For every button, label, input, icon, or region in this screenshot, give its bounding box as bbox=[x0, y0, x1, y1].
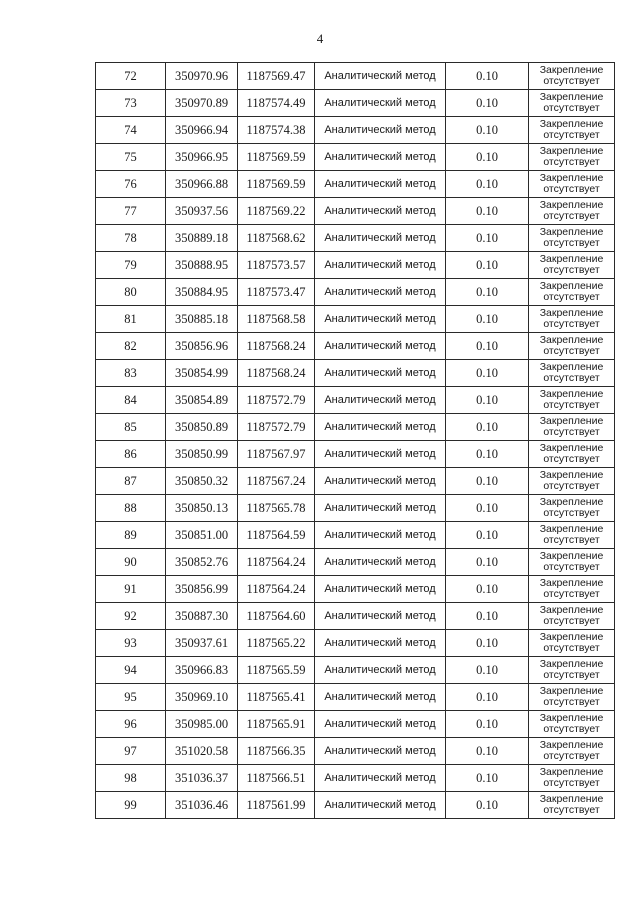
point-number-cell: 97 bbox=[96, 738, 166, 765]
point-number-cell: 83 bbox=[96, 360, 166, 387]
table-row bbox=[96, 252, 615, 279]
x-coordinate-cell: 350966.94 bbox=[166, 117, 238, 144]
table-row bbox=[96, 360, 615, 387]
table-row bbox=[96, 657, 615, 684]
x-coordinate-cell: 350889.18 bbox=[166, 225, 238, 252]
table-row bbox=[96, 684, 615, 711]
marker-description-cell: Закрепление отсутствует bbox=[529, 495, 615, 522]
marker-description-cell: Закрепление отсутствует bbox=[529, 603, 615, 630]
marker-description-cell: Закрепление отсутствует bbox=[529, 738, 615, 765]
table-row bbox=[96, 711, 615, 738]
accuracy-cell: 0.10 bbox=[446, 549, 529, 576]
x-coordinate-cell: 350854.99 bbox=[166, 360, 238, 387]
table-row bbox=[96, 414, 615, 441]
x-coordinate-cell: 350852.76 bbox=[166, 549, 238, 576]
table-row bbox=[96, 198, 615, 225]
method-cell: Аналитический метод bbox=[315, 414, 446, 441]
point-number-cell: 76 bbox=[96, 171, 166, 198]
method-cell: Аналитический метод bbox=[315, 603, 446, 630]
point-number-cell: 94 bbox=[96, 657, 166, 684]
y-coordinate-cell: 1187566.51 bbox=[238, 765, 315, 792]
table-row bbox=[96, 225, 615, 252]
method-cell: Аналитический метод bbox=[315, 522, 446, 549]
y-coordinate-cell: 1187569.22 bbox=[238, 198, 315, 225]
y-coordinate-cell: 1187565.78 bbox=[238, 495, 315, 522]
x-coordinate-cell: 351020.58 bbox=[166, 738, 238, 765]
coordinates-table bbox=[95, 62, 615, 819]
table-row bbox=[96, 63, 615, 90]
point-number-cell: 91 bbox=[96, 576, 166, 603]
page-number: 4 bbox=[316, 31, 324, 46]
table-row bbox=[96, 630, 615, 657]
method-cell: Аналитический метод bbox=[315, 198, 446, 225]
coordinates-table-body bbox=[96, 63, 615, 819]
accuracy-cell: 0.10 bbox=[446, 414, 529, 441]
table-row bbox=[96, 792, 615, 819]
point-number-cell: 77 bbox=[96, 198, 166, 225]
marker-description-cell: Закрепление отсутствует bbox=[529, 171, 615, 198]
accuracy-cell: 0.10 bbox=[446, 225, 529, 252]
marker-description-cell: Закрепление отсутствует bbox=[529, 117, 615, 144]
table-row bbox=[96, 171, 615, 198]
marker-description-cell: Закрепление отсутствует bbox=[529, 333, 615, 360]
table-row bbox=[96, 387, 615, 414]
x-coordinate-cell: 350851.00 bbox=[166, 522, 238, 549]
accuracy-cell: 0.10 bbox=[446, 306, 529, 333]
table-row bbox=[96, 765, 615, 792]
marker-description-cell: Закрепление отсутствует bbox=[529, 252, 615, 279]
accuracy-cell: 0.10 bbox=[446, 657, 529, 684]
point-number-cell: 87 bbox=[96, 468, 166, 495]
accuracy-cell: 0.10 bbox=[446, 387, 529, 414]
table-row bbox=[96, 144, 615, 171]
accuracy-cell: 0.10 bbox=[446, 198, 529, 225]
y-coordinate-cell: 1187569.59 bbox=[238, 171, 315, 198]
x-coordinate-cell: 350850.89 bbox=[166, 414, 238, 441]
accuracy-cell: 0.10 bbox=[446, 360, 529, 387]
accuracy-cell: 0.10 bbox=[446, 765, 529, 792]
accuracy-cell: 0.10 bbox=[446, 279, 529, 306]
point-number-cell: 95 bbox=[96, 684, 166, 711]
x-coordinate-cell: 350970.89 bbox=[166, 90, 238, 117]
point-number-cell: 75 bbox=[96, 144, 166, 171]
point-number-cell: 99 bbox=[96, 792, 166, 819]
marker-description-cell: Закрепление отсутствует bbox=[529, 765, 615, 792]
accuracy-cell: 0.10 bbox=[446, 522, 529, 549]
point-number-cell: 72 bbox=[96, 63, 166, 90]
table-row bbox=[96, 495, 615, 522]
method-cell: Аналитический метод bbox=[315, 90, 446, 117]
y-coordinate-cell: 1187568.24 bbox=[238, 333, 315, 360]
x-coordinate-cell: 350970.96 bbox=[166, 63, 238, 90]
accuracy-cell: 0.10 bbox=[446, 738, 529, 765]
point-number-cell: 93 bbox=[96, 630, 166, 657]
marker-description-cell: Закрепление отсутствует bbox=[529, 225, 615, 252]
marker-description-cell: Закрепление отсутствует bbox=[529, 711, 615, 738]
point-number-cell: 80 bbox=[96, 279, 166, 306]
accuracy-cell: 0.10 bbox=[446, 252, 529, 279]
marker-description-cell: Закрепление отсутствует bbox=[529, 441, 615, 468]
method-cell: Аналитический метод bbox=[315, 171, 446, 198]
table-row bbox=[96, 522, 615, 549]
y-coordinate-cell: 1187572.79 bbox=[238, 414, 315, 441]
accuracy-cell: 0.10 bbox=[446, 171, 529, 198]
table-row bbox=[96, 306, 615, 333]
marker-description-cell: Закрепление отсутствует bbox=[529, 792, 615, 819]
y-coordinate-cell: 1187568.58 bbox=[238, 306, 315, 333]
point-number-cell: 78 bbox=[96, 225, 166, 252]
method-cell: Аналитический метод bbox=[315, 279, 446, 306]
table-row bbox=[96, 333, 615, 360]
method-cell: Аналитический метод bbox=[315, 360, 446, 387]
marker-description-cell: Закрепление отсутствует bbox=[529, 63, 615, 90]
x-coordinate-cell: 351036.46 bbox=[166, 792, 238, 819]
y-coordinate-cell: 1187564.59 bbox=[238, 522, 315, 549]
y-coordinate-cell: 1187566.35 bbox=[238, 738, 315, 765]
y-coordinate-cell: 1187564.24 bbox=[238, 576, 315, 603]
accuracy-cell: 0.10 bbox=[446, 144, 529, 171]
x-coordinate-cell: 350850.99 bbox=[166, 441, 238, 468]
method-cell: Аналитический метод bbox=[315, 333, 446, 360]
x-coordinate-cell: 350966.95 bbox=[166, 144, 238, 171]
marker-description-cell: Закрепление отсутствует bbox=[529, 387, 615, 414]
accuracy-cell: 0.10 bbox=[446, 90, 529, 117]
accuracy-cell: 0.10 bbox=[446, 333, 529, 360]
accuracy-cell: 0.10 bbox=[446, 63, 529, 90]
marker-description-cell: Закрепление отсутствует bbox=[529, 144, 615, 171]
point-number-cell: 74 bbox=[96, 117, 166, 144]
marker-description-cell: Закрепление отсутствует bbox=[529, 630, 615, 657]
table-row bbox=[96, 441, 615, 468]
accuracy-cell: 0.10 bbox=[446, 441, 529, 468]
accuracy-cell: 0.10 bbox=[446, 684, 529, 711]
table-row bbox=[96, 117, 615, 144]
method-cell: Аналитический метод bbox=[315, 738, 446, 765]
y-coordinate-cell: 1187573.57 bbox=[238, 252, 315, 279]
y-coordinate-cell: 1187574.49 bbox=[238, 90, 315, 117]
method-cell: Аналитический метод bbox=[315, 306, 446, 333]
marker-description-cell: Закрепление отсутствует bbox=[529, 198, 615, 225]
x-coordinate-cell: 350888.95 bbox=[166, 252, 238, 279]
marker-description-cell: Закрепление отсутствует bbox=[529, 279, 615, 306]
y-coordinate-cell: 1187567.97 bbox=[238, 441, 315, 468]
marker-description-cell: Закрепление отсутствует bbox=[529, 684, 615, 711]
x-coordinate-cell: 350850.13 bbox=[166, 495, 238, 522]
x-coordinate-cell: 350966.88 bbox=[166, 171, 238, 198]
y-coordinate-cell: 1187569.47 bbox=[238, 63, 315, 90]
point-number-cell: 81 bbox=[96, 306, 166, 333]
y-coordinate-cell: 1187574.38 bbox=[238, 117, 315, 144]
method-cell: Аналитический метод bbox=[315, 252, 446, 279]
accuracy-cell: 0.10 bbox=[446, 603, 529, 630]
method-cell: Аналитический метод bbox=[315, 225, 446, 252]
marker-description-cell: Закрепление отсутствует bbox=[529, 414, 615, 441]
x-coordinate-cell: 350887.30 bbox=[166, 603, 238, 630]
point-number-cell: 92 bbox=[96, 603, 166, 630]
accuracy-cell: 0.10 bbox=[446, 630, 529, 657]
x-coordinate-cell: 350885.18 bbox=[166, 306, 238, 333]
point-number-cell: 86 bbox=[96, 441, 166, 468]
point-number-cell: 89 bbox=[96, 522, 166, 549]
y-coordinate-cell: 1187568.62 bbox=[238, 225, 315, 252]
y-coordinate-cell: 1187564.60 bbox=[238, 603, 315, 630]
method-cell: Аналитический метод bbox=[315, 63, 446, 90]
method-cell: Аналитический метод bbox=[315, 657, 446, 684]
y-coordinate-cell: 1187567.24 bbox=[238, 468, 315, 495]
marker-description-cell: Закрепление отсутствует bbox=[529, 549, 615, 576]
x-coordinate-cell: 350937.56 bbox=[166, 198, 238, 225]
x-coordinate-cell: 350854.89 bbox=[166, 387, 238, 414]
method-cell: Аналитический метод bbox=[315, 630, 446, 657]
table-row bbox=[96, 576, 615, 603]
accuracy-cell: 0.10 bbox=[446, 711, 529, 738]
method-cell: Аналитический метод bbox=[315, 684, 446, 711]
marker-description-cell: Закрепление отсутствует bbox=[529, 306, 615, 333]
y-coordinate-cell: 1187569.59 bbox=[238, 144, 315, 171]
y-coordinate-cell: 1187572.79 bbox=[238, 387, 315, 414]
x-coordinate-cell: 350969.10 bbox=[166, 684, 238, 711]
point-number-cell: 85 bbox=[96, 414, 166, 441]
method-cell: Аналитический метод bbox=[315, 495, 446, 522]
point-number-cell: 73 bbox=[96, 90, 166, 117]
x-coordinate-cell: 350985.00 bbox=[166, 711, 238, 738]
table-row bbox=[96, 603, 615, 630]
method-cell: Аналитический метод bbox=[315, 387, 446, 414]
point-number-cell: 88 bbox=[96, 495, 166, 522]
y-coordinate-cell: 1187568.24 bbox=[238, 360, 315, 387]
marker-description-cell: Закрепление отсутствует bbox=[529, 90, 615, 117]
accuracy-cell: 0.10 bbox=[446, 117, 529, 144]
point-number-cell: 98 bbox=[96, 765, 166, 792]
accuracy-cell: 0.10 bbox=[446, 576, 529, 603]
x-coordinate-cell: 350966.83 bbox=[166, 657, 238, 684]
y-coordinate-cell: 1187565.59 bbox=[238, 657, 315, 684]
point-number-cell: 84 bbox=[96, 387, 166, 414]
accuracy-cell: 0.10 bbox=[446, 792, 529, 819]
method-cell: Аналитический метод bbox=[315, 144, 446, 171]
x-coordinate-cell: 350937.61 bbox=[166, 630, 238, 657]
method-cell: Аналитический метод bbox=[315, 441, 446, 468]
point-number-cell: 90 bbox=[96, 549, 166, 576]
method-cell: Аналитический метод bbox=[315, 549, 446, 576]
marker-description-cell: Закрепление отсутствует bbox=[529, 360, 615, 387]
y-coordinate-cell: 1187564.24 bbox=[238, 549, 315, 576]
marker-description-cell: Закрепление отсутствует bbox=[529, 522, 615, 549]
marker-description-cell: Закрепление отсутствует bbox=[529, 657, 615, 684]
accuracy-cell: 0.10 bbox=[446, 468, 529, 495]
y-coordinate-cell: 1187573.47 bbox=[238, 279, 315, 306]
method-cell: Аналитический метод bbox=[315, 117, 446, 144]
method-cell: Аналитический метод bbox=[315, 711, 446, 738]
x-coordinate-cell: 350850.32 bbox=[166, 468, 238, 495]
x-coordinate-cell: 350856.96 bbox=[166, 333, 238, 360]
table-row bbox=[96, 738, 615, 765]
marker-description-cell: Закрепление отсутствует bbox=[529, 468, 615, 495]
method-cell: Аналитический метод bbox=[315, 468, 446, 495]
accuracy-cell: 0.10 bbox=[446, 495, 529, 522]
point-number-cell: 82 bbox=[96, 333, 166, 360]
marker-description-cell: Закрепление отсутствует bbox=[529, 576, 615, 603]
point-number-cell: 79 bbox=[96, 252, 166, 279]
x-coordinate-cell: 350884.95 bbox=[166, 279, 238, 306]
point-number-cell: 96 bbox=[96, 711, 166, 738]
x-coordinate-cell: 351036.37 bbox=[166, 765, 238, 792]
table-row bbox=[96, 468, 615, 495]
table-row bbox=[96, 279, 615, 306]
method-cell: Аналитический метод bbox=[315, 792, 446, 819]
table-row bbox=[96, 549, 615, 576]
table-row bbox=[96, 90, 615, 117]
method-cell: Аналитический метод bbox=[315, 765, 446, 792]
y-coordinate-cell: 1187565.91 bbox=[238, 711, 315, 738]
y-coordinate-cell: 1187565.41 bbox=[238, 684, 315, 711]
x-coordinate-cell: 350856.99 bbox=[166, 576, 238, 603]
y-coordinate-cell: 1187561.99 bbox=[238, 792, 315, 819]
y-coordinate-cell: 1187565.22 bbox=[238, 630, 315, 657]
method-cell: Аналитический метод bbox=[315, 576, 446, 603]
